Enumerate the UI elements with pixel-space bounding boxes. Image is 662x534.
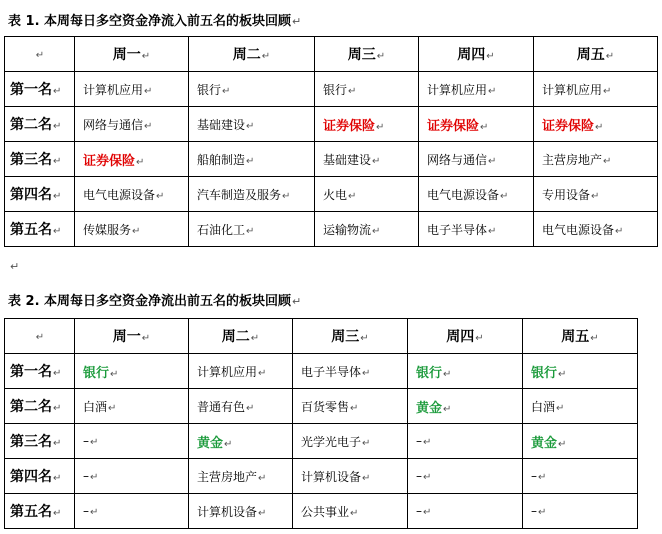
cell-mark: ↵: [362, 367, 371, 379]
cell-mark: ↵: [53, 368, 62, 379]
cell-mark: ↵: [423, 437, 432, 448]
rank-label: 第四名: [10, 187, 52, 203]
column-header-label: 周四: [446, 329, 475, 345]
column-header-day: [75, 319, 189, 354]
sector-name: 银行: [83, 365, 110, 381]
sector-name: 传媒服务: [83, 222, 132, 237]
cell-mark: ↵: [258, 507, 267, 519]
sector-name: 银行: [416, 365, 443, 381]
sector-name: –: [416, 434, 422, 448]
rank-label-cell: [5, 212, 75, 247]
sector-name: 网络与通信: [83, 117, 144, 132]
sector-cell: [75, 389, 189, 424]
cell-mark: ↵: [141, 51, 151, 62]
sector-cell: [189, 354, 293, 389]
sector-name: 普通有色: [197, 399, 246, 414]
cell-mark: ↵: [486, 51, 495, 62]
sector-cell: [315, 72, 419, 107]
sector-cell: [534, 107, 658, 142]
sector-name: 证券保险: [542, 118, 595, 134]
sector-cell: [523, 389, 638, 424]
sector-name: 电气电源设备: [83, 187, 156, 202]
table-row: [5, 424, 638, 459]
sector-cell: [419, 212, 534, 247]
rank-label: 第四名: [10, 469, 52, 485]
sector-name: 银行: [323, 82, 348, 97]
cell-mark: ↵: [90, 437, 99, 448]
cell-mark: ↵: [475, 333, 484, 344]
cell-mark: ↵: [488, 155, 497, 167]
sector-name: 主营房地产: [542, 152, 603, 167]
sector-name: 白酒: [83, 399, 108, 414]
table-row: [5, 177, 658, 212]
sector-name: –: [531, 504, 537, 518]
cell-mark: ↵: [443, 368, 452, 380]
table2-caption: [8, 290, 301, 309]
sector-cell: [419, 72, 534, 107]
cell-mark: ↵: [246, 120, 255, 132]
sector-cell: [189, 389, 293, 424]
paragraph-mark: ↵: [10, 260, 20, 273]
column-header-day: [189, 319, 293, 354]
sector-cell: [75, 354, 189, 389]
sector-name: 运输物流: [323, 222, 372, 237]
rank-label: 第三名: [10, 434, 52, 450]
column-header-label: 周一: [112, 47, 141, 63]
cell-mark: ↵: [423, 472, 432, 483]
cell-mark: ↵: [556, 402, 565, 414]
sector-cell: [75, 494, 189, 529]
column-header-day: [315, 37, 419, 72]
sector-cell: [408, 459, 523, 494]
cell-mark: ↵: [376, 121, 385, 133]
column-header-label: 周一: [112, 329, 141, 345]
cell-mark: ↵: [362, 472, 371, 484]
column-header-day: [419, 37, 534, 72]
cell-mark: ↵: [350, 507, 359, 519]
rank-label-cell: [5, 177, 75, 212]
sector-name: 电气电源设备: [542, 222, 615, 237]
sector-name: 黄金: [197, 435, 224, 451]
sector-cell: [419, 142, 534, 177]
sector-name: 计算机应用: [197, 364, 258, 379]
sector-cell: [534, 177, 658, 212]
cell-mark: ↵: [605, 51, 615, 62]
cell-mark: ↵: [144, 85, 153, 97]
column-header-label: 周五: [561, 329, 590, 345]
sector-name: 黄金: [416, 400, 443, 416]
cell-mark: ↵: [603, 155, 612, 167]
sector-cell: [75, 212, 189, 247]
sector-name: 计算机应用: [542, 82, 603, 97]
sector-cell: [189, 494, 293, 529]
rank-label-cell: [5, 354, 75, 389]
paragraph-mark: ↵: [292, 15, 302, 28]
rank-label-cell: [5, 424, 75, 459]
sector-name: 电气电源设备: [427, 187, 500, 202]
sector-cell: [419, 177, 534, 212]
sector-name: 汽车制造及服务: [197, 187, 282, 202]
cell-mark: ↵: [261, 51, 271, 62]
cell-mark: ↵: [500, 190, 509, 202]
cell-mark: ↵: [53, 156, 62, 167]
rank-label-cell: [5, 142, 75, 177]
cell-mark: ↵: [246, 225, 255, 237]
cell-mark: ↵: [350, 402, 359, 414]
sector-name: 专用设备: [542, 187, 591, 202]
cell-mark: ↵: [108, 402, 117, 414]
sector-name: 石油化工: [197, 222, 246, 237]
corner-cell: [5, 37, 75, 72]
cell-mark: ↵: [538, 472, 547, 483]
cell-mark: ↵: [53, 191, 62, 202]
table1-caption-text: 表 1. 本周每日多空资金净流入前五名的板块回顾: [8, 14, 292, 29]
cell-mark: ↵: [488, 85, 497, 97]
rank-label: 第五名: [10, 504, 52, 520]
sector-cell: [534, 212, 658, 247]
column-header-day: [293, 319, 408, 354]
cell-mark: ↵: [538, 507, 547, 518]
cell-mark: ↵: [224, 438, 233, 450]
cell-mark: ↵: [156, 190, 165, 202]
sector-cell: [419, 107, 534, 142]
sector-cell: [408, 389, 523, 424]
sector-cell: [189, 459, 293, 494]
sector-cell: [189, 107, 315, 142]
table1-caption: [8, 10, 301, 29]
table2-caption-text: 表 2. 本周每日多空资金净流出前五名的板块回顾: [8, 294, 292, 309]
table-row: [5, 212, 658, 247]
sector-cell: [75, 177, 189, 212]
cell-mark: ↵: [258, 367, 267, 379]
cell-mark: ↵: [53, 438, 62, 449]
cell-mark: ↵: [144, 120, 153, 132]
sector-cell: [523, 494, 638, 529]
table-row: [5, 142, 658, 177]
header-row: [5, 319, 638, 354]
sector-cell: [523, 424, 638, 459]
cell-mark: ↵: [132, 225, 141, 237]
column-header-label: 周三: [331, 329, 360, 345]
cell-mark: ↵: [246, 402, 255, 414]
sector-name: 电子半导体: [301, 364, 362, 379]
cell-mark: ↵: [35, 332, 45, 343]
sector-name: 黄金: [531, 435, 558, 451]
table-row: [5, 459, 638, 494]
cell-mark: ↵: [443, 403, 452, 415]
sector-cell: [408, 424, 523, 459]
cell-mark: ↵: [90, 507, 99, 518]
cell-mark: ↵: [372, 225, 381, 237]
rank-label: 第二名: [10, 117, 52, 133]
sector-name: 证券保险: [427, 118, 480, 134]
cell-mark: ↵: [360, 333, 369, 344]
cell-mark: ↵: [250, 333, 260, 344]
sector-name: 电子半导体: [427, 222, 488, 237]
table-row: [5, 389, 638, 424]
table1: [4, 36, 658, 247]
sector-name: –: [416, 469, 422, 483]
sector-cell: [189, 424, 293, 459]
cell-mark: ↵: [595, 121, 604, 133]
cell-mark: ↵: [480, 121, 489, 133]
cell-mark: ↵: [372, 155, 381, 167]
cell-mark: ↵: [141, 333, 151, 344]
table1-row-end-marks: [654, 36, 662, 246]
rank-label: 第三名: [10, 152, 52, 168]
cell-mark: ↵: [222, 85, 231, 97]
sector-name: 计算机应用: [83, 82, 144, 97]
sector-cell: [75, 424, 189, 459]
table2: [4, 318, 638, 529]
sector-name: 百货零售: [301, 399, 350, 414]
sector-cell: [75, 72, 189, 107]
sector-name: –: [83, 434, 89, 448]
cell-mark: ↵: [590, 333, 599, 344]
table-row: [5, 72, 658, 107]
cell-mark: ↵: [136, 156, 145, 168]
sector-cell: [408, 494, 523, 529]
sector-name: 白酒: [531, 399, 556, 414]
paragraph-mark: ↵: [292, 295, 302, 308]
rank-label: 第一名: [10, 82, 52, 98]
sector-name: 火电: [323, 187, 348, 202]
cell-mark: ↵: [615, 225, 624, 237]
column-header-label: 周五: [576, 47, 605, 63]
cell-mark: ↵: [423, 507, 432, 518]
cell-mark: ↵: [348, 85, 357, 97]
cell-mark: ↵: [53, 226, 62, 237]
sector-name: –: [83, 504, 89, 518]
column-header-day: [408, 319, 523, 354]
sector-name: 光学光电子: [301, 434, 362, 449]
sector-name: 计算机设备: [301, 469, 362, 484]
column-header-label: 周四: [457, 47, 486, 63]
sector-cell: [315, 107, 419, 142]
cell-mark: ↵: [53, 403, 62, 414]
table-row: [5, 354, 638, 389]
sector-cell: [315, 212, 419, 247]
sector-cell: [189, 72, 315, 107]
rank-label-cell: [5, 107, 75, 142]
sector-cell: [189, 142, 315, 177]
column-header-day: [189, 37, 315, 72]
rank-label-cell: [5, 494, 75, 529]
sector-name: 船舶制造: [197, 152, 246, 167]
sector-name: 银行: [197, 82, 222, 97]
sector-cell: [408, 354, 523, 389]
sector-name: 公共事业: [301, 504, 350, 519]
rank-label-cell: [5, 459, 75, 494]
sector-name: –: [416, 504, 422, 518]
sector-cell: [189, 177, 315, 212]
rank-label: 第五名: [10, 222, 52, 238]
table-row: [5, 107, 658, 142]
corner-cell: [5, 319, 75, 354]
sector-cell: [523, 459, 638, 494]
sector-name: 网络与通信: [427, 152, 488, 167]
cell-mark: ↵: [53, 508, 62, 519]
sector-cell: [293, 494, 408, 529]
sector-cell: [315, 177, 419, 212]
sector-cell: [293, 459, 408, 494]
sector-cell: [293, 389, 408, 424]
cell-mark: ↵: [90, 472, 99, 483]
sector-cell: [75, 107, 189, 142]
sector-name: –: [83, 469, 89, 483]
sector-cell: [75, 142, 189, 177]
cell-mark: ↵: [558, 438, 567, 450]
cell-mark: ↵: [376, 51, 386, 62]
column-header-day: [523, 319, 638, 354]
sector-cell: [293, 354, 408, 389]
sector-cell: [315, 142, 419, 177]
cell-mark: ↵: [258, 472, 267, 484]
cell-mark: ↵: [53, 86, 62, 97]
sector-cell: [523, 354, 638, 389]
cell-mark: ↵: [558, 368, 567, 380]
rank-label-cell: [5, 72, 75, 107]
sector-name: 基础建设: [197, 117, 246, 132]
empty-paragraph: [10, 260, 19, 273]
sector-name: 基础建设: [323, 152, 372, 167]
rank-label: 第二名: [10, 399, 52, 415]
table-row: [5, 494, 638, 529]
sector-name: –: [531, 469, 537, 483]
sector-name: 主营房地产: [197, 469, 258, 484]
cell-mark: ↵: [110, 368, 119, 380]
header-row: [5, 37, 658, 72]
column-header-day: [534, 37, 658, 72]
sector-cell: [293, 424, 408, 459]
rank-label-cell: [5, 389, 75, 424]
cell-mark: ↵: [603, 85, 612, 97]
sector-cell: [534, 142, 658, 177]
sector-name: 银行: [531, 365, 558, 381]
rank-label: 第一名: [10, 364, 52, 380]
cell-mark: ↵: [35, 50, 45, 61]
column-header-label: 周三: [347, 47, 376, 63]
sector-name: 证券保险: [323, 118, 376, 134]
sector-name: 证券保险: [83, 153, 136, 169]
sector-cell: [189, 212, 315, 247]
sector-cell: [534, 72, 658, 107]
cell-mark: ↵: [246, 155, 255, 167]
cell-mark: ↵: [53, 473, 62, 484]
cell-mark: ↵: [282, 190, 291, 202]
column-header-label: 周二: [221, 329, 250, 345]
sector-name: 计算机应用: [427, 82, 488, 97]
cell-mark: ↵: [488, 225, 497, 237]
cell-mark: ↵: [362, 437, 371, 449]
cell-mark: ↵: [53, 121, 62, 132]
column-header-day: [75, 37, 189, 72]
cell-mark: ↵: [348, 190, 357, 202]
sector-name: 计算机设备: [197, 504, 258, 519]
column-header-label: 周二: [232, 47, 261, 63]
cell-mark: ↵: [591, 190, 600, 202]
sector-cell: [75, 459, 189, 494]
